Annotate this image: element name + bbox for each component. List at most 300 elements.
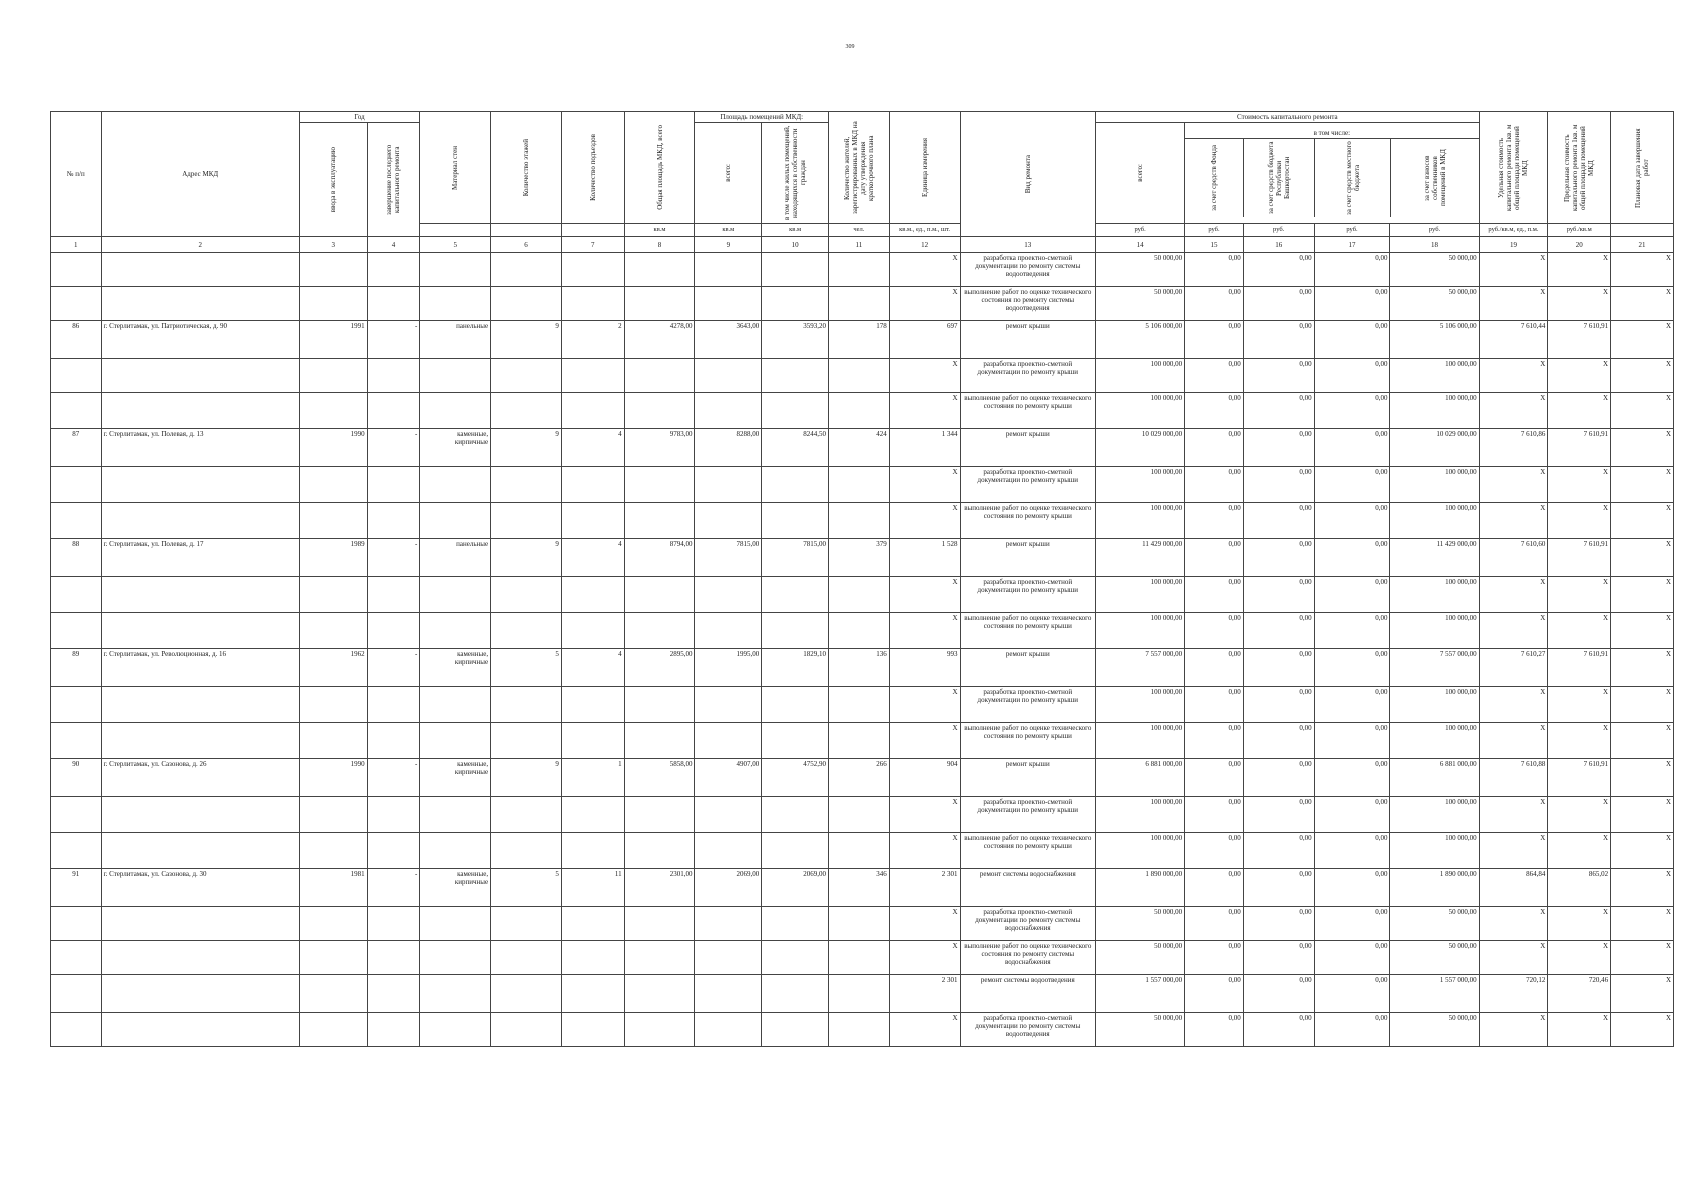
cell-floors (491, 393, 562, 429)
cell-work-type: разработка проектно-сметной документации по ремонту системы водоснабжения (960, 907, 1096, 941)
header-fund: за счет средств Фонда (1185, 139, 1244, 217)
cell-wall-material (420, 797, 491, 833)
cell-cost-owners: 7 557 000,00 (1390, 649, 1479, 687)
page-number: 309 (845, 44, 855, 50)
cell-year-last-repair (367, 941, 420, 975)
header-incl-group (1185, 123, 1479, 224)
cell-entrances: 4 (561, 539, 624, 577)
cell-deadline: X (1611, 577, 1674, 613)
cell-year-last-repair (367, 253, 420, 287)
cell-residents: 266 (828, 759, 889, 797)
cell-row-number (51, 723, 102, 759)
cell-floors (491, 941, 562, 975)
cell-cost-total: 100 000,00 (1096, 797, 1185, 833)
cell-year-last-repair (367, 907, 420, 941)
cell-quantity: 697 (889, 321, 960, 359)
cell-entrances: 2 (561, 321, 624, 359)
cell-year-last-repair (367, 723, 420, 759)
cell-cost-total: 50 000,00 (1096, 941, 1185, 975)
cell-work-type: разработка проектно-сметной документации по ремонту крыши (960, 577, 1096, 613)
cell-cost-local: 0,00 (1314, 687, 1390, 723)
cell-citizens-area (762, 797, 829, 833)
cell-work-type: выполнение работ по оценке технического состояния по ремонту крыши (960, 393, 1096, 429)
cell-address: г. Стерлитамак, ул. Патриотическая, д. 90 (101, 321, 299, 359)
cell-year-commission (299, 467, 367, 503)
cell-floors: 5 (491, 869, 562, 907)
cell-deadline: X (1611, 687, 1674, 723)
table-row (51, 359, 1674, 393)
cell-year-last-repair (367, 975, 420, 1013)
cell-cost-rb: 0,00 (1243, 429, 1314, 467)
table-row (51, 797, 1674, 833)
cell-cost-rb: 0,00 (1243, 941, 1314, 975)
cell-total-area (624, 941, 695, 975)
column-number: 18 (1390, 237, 1479, 253)
cell-wall-material: каменные, кирпичные (420, 649, 491, 687)
cell-deadline: X (1611, 797, 1674, 833)
cell-entrances (561, 503, 624, 539)
cell-premises-area: 8288,00 (695, 429, 762, 467)
cell-cost-rb: 0,00 (1243, 723, 1314, 759)
cell-total-area (624, 833, 695, 869)
cell-cost-local: 0,00 (1314, 287, 1390, 321)
unit-premises-total: кв.м (695, 224, 762, 237)
cell-year-last-repair: - (367, 649, 420, 687)
cell-unit-cost: X (1479, 613, 1548, 649)
header-year-group: Год (299, 112, 419, 123)
cell-cost-fund: 0,00 (1185, 797, 1244, 833)
cell-premises-area (695, 687, 762, 723)
cell-premises-area: 4907,00 (695, 759, 762, 797)
cell-cost-total: 1 890 000,00 (1096, 869, 1185, 907)
cell-cost-owners: 50 000,00 (1390, 253, 1479, 287)
cell-premises-area (695, 941, 762, 975)
cell-entrances (561, 613, 624, 649)
cell-work-type: ремонт системы водоотведения (960, 975, 1096, 1013)
cell-row-number (51, 975, 102, 1013)
header-premises-total: всего: (695, 123, 762, 224)
unit-wall (420, 224, 491, 237)
cell-cost-owners: 5 106 000,00 (1390, 321, 1479, 359)
cell-cost-owners: 1 557 000,00 (1390, 975, 1479, 1013)
cell-cost-rb: 0,00 (1243, 687, 1314, 723)
unit-local: руб. (1314, 224, 1390, 237)
cell-year-commission (299, 503, 367, 539)
cell-quantity: X (889, 907, 960, 941)
table-row (51, 907, 1674, 941)
cell-address (101, 797, 299, 833)
cell-entrances (561, 393, 624, 429)
cell-citizens-area: 2069,00 (762, 869, 829, 907)
cell-work-type: выполнение работ по оценке технического состояния по ремонту крыши (960, 613, 1096, 649)
cell-floors (491, 975, 562, 1013)
table-row (51, 613, 1674, 649)
cell-residents (828, 907, 889, 941)
cell-residents (828, 833, 889, 869)
cell-floors: 9 (491, 429, 562, 467)
cell-residents (828, 723, 889, 759)
cell-address (101, 723, 299, 759)
cell-entrances (561, 975, 624, 1013)
cell-deadline: X (1611, 759, 1674, 797)
cell-row-number: 90 (51, 759, 102, 797)
cell-work-type: выполнение работ по оценке технического состояния по ремонту крыши (960, 833, 1096, 869)
cell-address: г. Стерлитамак, ул. Сазонова, д. 30 (101, 869, 299, 907)
cell-cost-owners: 100 000,00 (1390, 359, 1479, 393)
cell-deadline: X (1611, 539, 1674, 577)
cell-cost-total: 1 557 000,00 (1096, 975, 1185, 1013)
cell-row-number (51, 797, 102, 833)
cell-year-last-repair: - (367, 759, 420, 797)
cell-work-type: разработка проектно-сметной документации по ремонту системы водоотведения (960, 1013, 1096, 1047)
cell-year-commission (299, 833, 367, 869)
cell-quantity: 2 301 (889, 869, 960, 907)
cell-residents: 346 (828, 869, 889, 907)
cell-quantity: X (889, 287, 960, 321)
cell-cost-rb: 0,00 (1243, 539, 1314, 577)
cell-total-area: 9783,00 (624, 429, 695, 467)
cell-deadline: X (1611, 649, 1674, 687)
cell-limit-cost: 865,02 (1548, 869, 1611, 907)
cell-year-last-repair (367, 687, 420, 723)
cell-floors: 9 (491, 321, 562, 359)
cell-floors (491, 907, 562, 941)
cell-cost-local: 0,00 (1314, 975, 1390, 1013)
cell-quantity: X (889, 503, 960, 539)
cell-unit-cost: 720,12 (1479, 975, 1548, 1013)
cell-premises-area (695, 723, 762, 759)
cell-limit-cost: X (1548, 907, 1611, 941)
cell-citizens-area (762, 833, 829, 869)
cell-row-number (51, 907, 102, 941)
cell-residents: 178 (828, 321, 889, 359)
cell-residents (828, 797, 889, 833)
cell-limit-cost: 7 610,91 (1548, 539, 1611, 577)
cell-entrances (561, 287, 624, 321)
header-sources (1185, 139, 1478, 217)
cell-cost-fund: 0,00 (1185, 253, 1244, 287)
cell-wall-material (420, 503, 491, 539)
cell-citizens-area (762, 613, 829, 649)
cell-cost-total: 7 557 000,00 (1096, 649, 1185, 687)
cell-wall-material (420, 393, 491, 429)
cell-cost-owners: 6 881 000,00 (1390, 759, 1479, 797)
cell-cost-owners: 100 000,00 (1390, 503, 1479, 539)
cell-total-area (624, 467, 695, 503)
cell-row-number (51, 359, 102, 393)
cell-unit-cost: X (1479, 467, 1548, 503)
cell-work-type: выполнение работ по оценке технического состояния по ремонту системы водоотведения (960, 287, 1096, 321)
cell-row-number (51, 393, 102, 429)
column-number: 8 (624, 237, 695, 253)
cell-entrances (561, 941, 624, 975)
header-cost-group: Стоимость капитального ремонта (1096, 112, 1479, 123)
cell-deadline: X (1611, 393, 1674, 429)
cell-total-area: 4278,00 (624, 321, 695, 359)
cell-address (101, 467, 299, 503)
cell-year-last-repair (367, 577, 420, 613)
cell-address: г. Стерлитамак, ул. Полевая, д. 13 (101, 429, 299, 467)
cell-citizens-area (762, 503, 829, 539)
cell-citizens-area: 8244,50 (762, 429, 829, 467)
cell-limit-cost: 7 610,91 (1548, 649, 1611, 687)
cell-address (101, 287, 299, 321)
column-number: 13 (960, 237, 1096, 253)
cell-entrances (561, 577, 624, 613)
cell-work-type: разработка проектно-сметной документации по ремонту крыши (960, 687, 1096, 723)
cell-unit-cost: 7 610,44 (1479, 321, 1548, 359)
unit-measure: кв.м., ед., п.м., шт. (889, 224, 960, 237)
cell-cost-rb: 0,00 (1243, 503, 1314, 539)
cell-cost-local: 0,00 (1314, 321, 1390, 359)
cell-residents: 136 (828, 649, 889, 687)
table-row (51, 321, 1674, 359)
cell-total-area (624, 975, 695, 1013)
column-number: 20 (1548, 237, 1611, 253)
cell-cost-fund: 0,00 (1185, 287, 1244, 321)
cell-entrances (561, 907, 624, 941)
cell-cost-owners: 50 000,00 (1390, 287, 1479, 321)
header-wall: Материал стен (420, 112, 491, 224)
cell-cost-local: 0,00 (1314, 613, 1390, 649)
cell-wall-material: панельные (420, 321, 491, 359)
cell-quantity: 1 344 (889, 429, 960, 467)
cell-cost-local: 0,00 (1314, 539, 1390, 577)
header-unit-cost: Удельная стоимость капитального ремонта 1кв. м общей площади помещений МКД (1479, 112, 1548, 224)
unit-limit-cost: руб./кв.м (1548, 224, 1611, 237)
cell-premises-area: 3643,00 (695, 321, 762, 359)
cell-floors (491, 467, 562, 503)
cell-cost-total: 100 000,00 (1096, 723, 1185, 759)
column-number: 12 (889, 237, 960, 253)
cell-residents (828, 975, 889, 1013)
cell-floors (491, 687, 562, 723)
cell-address: г. Стерлитамак, ул. Революционная, д. 16 (101, 649, 299, 687)
cell-cost-fund: 0,00 (1185, 1013, 1244, 1047)
cell-unit-cost: 7 610,60 (1479, 539, 1548, 577)
cell-year-last-repair (367, 503, 420, 539)
cell-work-type: выполнение работ по оценке технического состояния по ремонту крыши (960, 723, 1096, 759)
cell-year-commission (299, 975, 367, 1013)
cell-work-type: ремонт системы водоснабжения (960, 869, 1096, 907)
cell-floors: 9 (491, 539, 562, 577)
header-year-last-repair: завершение последнего капитального ремонта (367, 123, 420, 237)
cell-cost-owners: 100 000,00 (1390, 723, 1479, 759)
cell-total-area (624, 503, 695, 539)
cell-cost-fund: 0,00 (1185, 649, 1244, 687)
cell-total-area: 2301,00 (624, 869, 695, 907)
header-premises-group: Площадь помещений МКД: (695, 112, 829, 123)
header-premises-citizens: в том числе жилых помещений, находящихся в собственности граждан (762, 123, 829, 224)
cell-floors (491, 503, 562, 539)
unit-rb: руб. (1243, 224, 1314, 237)
cell-address (101, 613, 299, 649)
cell-cost-local: 0,00 (1314, 649, 1390, 687)
cell-row-number: 91 (51, 869, 102, 907)
cell-cost-total: 50 000,00 (1096, 253, 1185, 287)
cell-quantity: X (889, 253, 960, 287)
cell-residents (828, 503, 889, 539)
cell-year-commission (299, 287, 367, 321)
unit-cost-total: руб. (1096, 224, 1185, 237)
column-number: 6 (491, 237, 562, 253)
table-row (51, 503, 1674, 539)
table-row (51, 1013, 1674, 1047)
column-number: 4 (367, 237, 420, 253)
cell-total-area (624, 687, 695, 723)
table-row (51, 869, 1674, 907)
cell-cost-owners: 100 000,00 (1390, 687, 1479, 723)
cell-total-area: 2895,00 (624, 649, 695, 687)
cell-unit-cost: X (1479, 393, 1548, 429)
cell-residents (828, 287, 889, 321)
cell-total-area (624, 723, 695, 759)
cell-row-number: 88 (51, 539, 102, 577)
cell-deadline: X (1611, 1013, 1674, 1047)
header-residents: Количество жителей, зарегистрированных в МКД на дату утверждения краткосрочного плана (828, 112, 889, 224)
table-row (51, 649, 1674, 687)
header-limit-cost: Предельная стоимость капитального ремонта 1кв. м общей площади помещений МКД (1548, 112, 1611, 224)
cell-floors (491, 253, 562, 287)
cell-cost-total: 100 000,00 (1096, 613, 1185, 649)
cell-cost-rb: 0,00 (1243, 797, 1314, 833)
column-number: 16 (1243, 237, 1314, 253)
table-row (51, 539, 1674, 577)
cell-row-number: 89 (51, 649, 102, 687)
cell-quantity: X (889, 941, 960, 975)
header-local-budget: за счет средств местного бюджета (1315, 139, 1391, 217)
cell-limit-cost: X (1548, 253, 1611, 287)
cell-quantity: X (889, 393, 960, 429)
cell-deadline: X (1611, 907, 1674, 941)
cell-year-last-repair (367, 467, 420, 503)
cell-entrances (561, 687, 624, 723)
cell-cost-fund: 0,00 (1185, 321, 1244, 359)
cell-quantity: 2 301 (889, 975, 960, 1013)
cell-cost-rb: 0,00 (1243, 467, 1314, 503)
table-row (51, 759, 1674, 797)
cell-entrances (561, 833, 624, 869)
cell-cost-rb: 0,00 (1243, 975, 1314, 1013)
cell-total-area (624, 797, 695, 833)
cell-cost-local: 0,00 (1314, 907, 1390, 941)
cell-unit-cost: X (1479, 941, 1548, 975)
cell-residents (828, 1013, 889, 1047)
cell-row-number (51, 503, 102, 539)
cell-row-number (51, 577, 102, 613)
cell-year-last-repair (367, 1013, 420, 1047)
cell-citizens-area: 3593,20 (762, 321, 829, 359)
column-numbers-row (51, 237, 1674, 253)
cell-entrances (561, 359, 624, 393)
cell-row-number (51, 253, 102, 287)
header-rb-budget: за счет средств бюджета Республики Башкортостан (1244, 139, 1315, 217)
cell-limit-cost: X (1548, 797, 1611, 833)
cell-year-commission: 1990 (299, 759, 367, 797)
column-number: 7 (561, 237, 624, 253)
cell-cost-local: 0,00 (1314, 759, 1390, 797)
cell-deadline: X (1611, 287, 1674, 321)
table-row (51, 393, 1674, 429)
cell-year-commission (299, 941, 367, 975)
cell-cost-fund: 0,00 (1185, 833, 1244, 869)
column-number: 17 (1314, 237, 1390, 253)
cell-cost-fund: 0,00 (1185, 503, 1244, 539)
cell-floors (491, 833, 562, 869)
unit-residents: чел. (828, 224, 889, 237)
cell-cost-rb: 0,00 (1243, 393, 1314, 429)
cell-quantity: X (889, 577, 960, 613)
cell-row-number (51, 1013, 102, 1047)
cell-address (101, 907, 299, 941)
cell-quantity: X (889, 723, 960, 759)
cell-address (101, 975, 299, 1013)
cell-cost-fund: 0,00 (1185, 467, 1244, 503)
cell-limit-cost: X (1548, 359, 1611, 393)
cell-cost-rb: 0,00 (1243, 359, 1314, 393)
cell-cost-rb: 0,00 (1243, 1013, 1314, 1047)
cell-limit-cost: X (1548, 503, 1611, 539)
cell-quantity: 993 (889, 649, 960, 687)
column-number: 3 (299, 237, 367, 253)
cell-cost-owners: 10 029 000,00 (1390, 429, 1479, 467)
column-number: 2 (101, 237, 299, 253)
cell-deadline: X (1611, 723, 1674, 759)
cell-year-last-repair (367, 393, 420, 429)
cell-deadline: X (1611, 613, 1674, 649)
cell-floors (491, 797, 562, 833)
cell-floors (491, 723, 562, 759)
cell-deadline: X (1611, 869, 1674, 907)
column-number: 9 (695, 237, 762, 253)
cell-unit-cost: 864,84 (1479, 869, 1548, 907)
cell-total-area (624, 907, 695, 941)
cell-wall-material (420, 1013, 491, 1047)
header-floors: Количество этажей (491, 112, 562, 224)
cell-year-commission (299, 577, 367, 613)
cell-premises-area (695, 253, 762, 287)
cell-residents (828, 687, 889, 723)
cell-cost-fund: 0,00 (1185, 359, 1244, 393)
cell-wall-material (420, 577, 491, 613)
cell-cost-rb: 0,00 (1243, 577, 1314, 613)
cell-premises-area (695, 1013, 762, 1047)
cell-year-commission: 1989 (299, 539, 367, 577)
cell-residents: 379 (828, 539, 889, 577)
cell-deadline: X (1611, 253, 1674, 287)
cell-cost-local: 0,00 (1314, 577, 1390, 613)
cell-wall-material (420, 907, 491, 941)
cell-cost-rb: 0,00 (1243, 287, 1314, 321)
column-number: 14 (1096, 237, 1185, 253)
cell-quantity: X (889, 359, 960, 393)
cell-cost-owners: 50 000,00 (1390, 907, 1479, 941)
cell-year-commission (299, 359, 367, 393)
cell-limit-cost: 720,46 (1548, 975, 1611, 1013)
cell-limit-cost: X (1548, 1013, 1611, 1047)
cell-premises-area (695, 613, 762, 649)
cell-year-commission (299, 723, 367, 759)
cell-cost-fund: 0,00 (1185, 393, 1244, 429)
cell-limit-cost: X (1548, 613, 1611, 649)
cell-cost-local: 0,00 (1314, 393, 1390, 429)
cell-year-commission (299, 907, 367, 941)
cell-year-commission: 1991 (299, 321, 367, 359)
cell-address (101, 253, 299, 287)
cell-citizens-area: 4752,90 (762, 759, 829, 797)
unit-premises-citizens: кв.м (762, 224, 829, 237)
cell-quantity: X (889, 1013, 960, 1047)
